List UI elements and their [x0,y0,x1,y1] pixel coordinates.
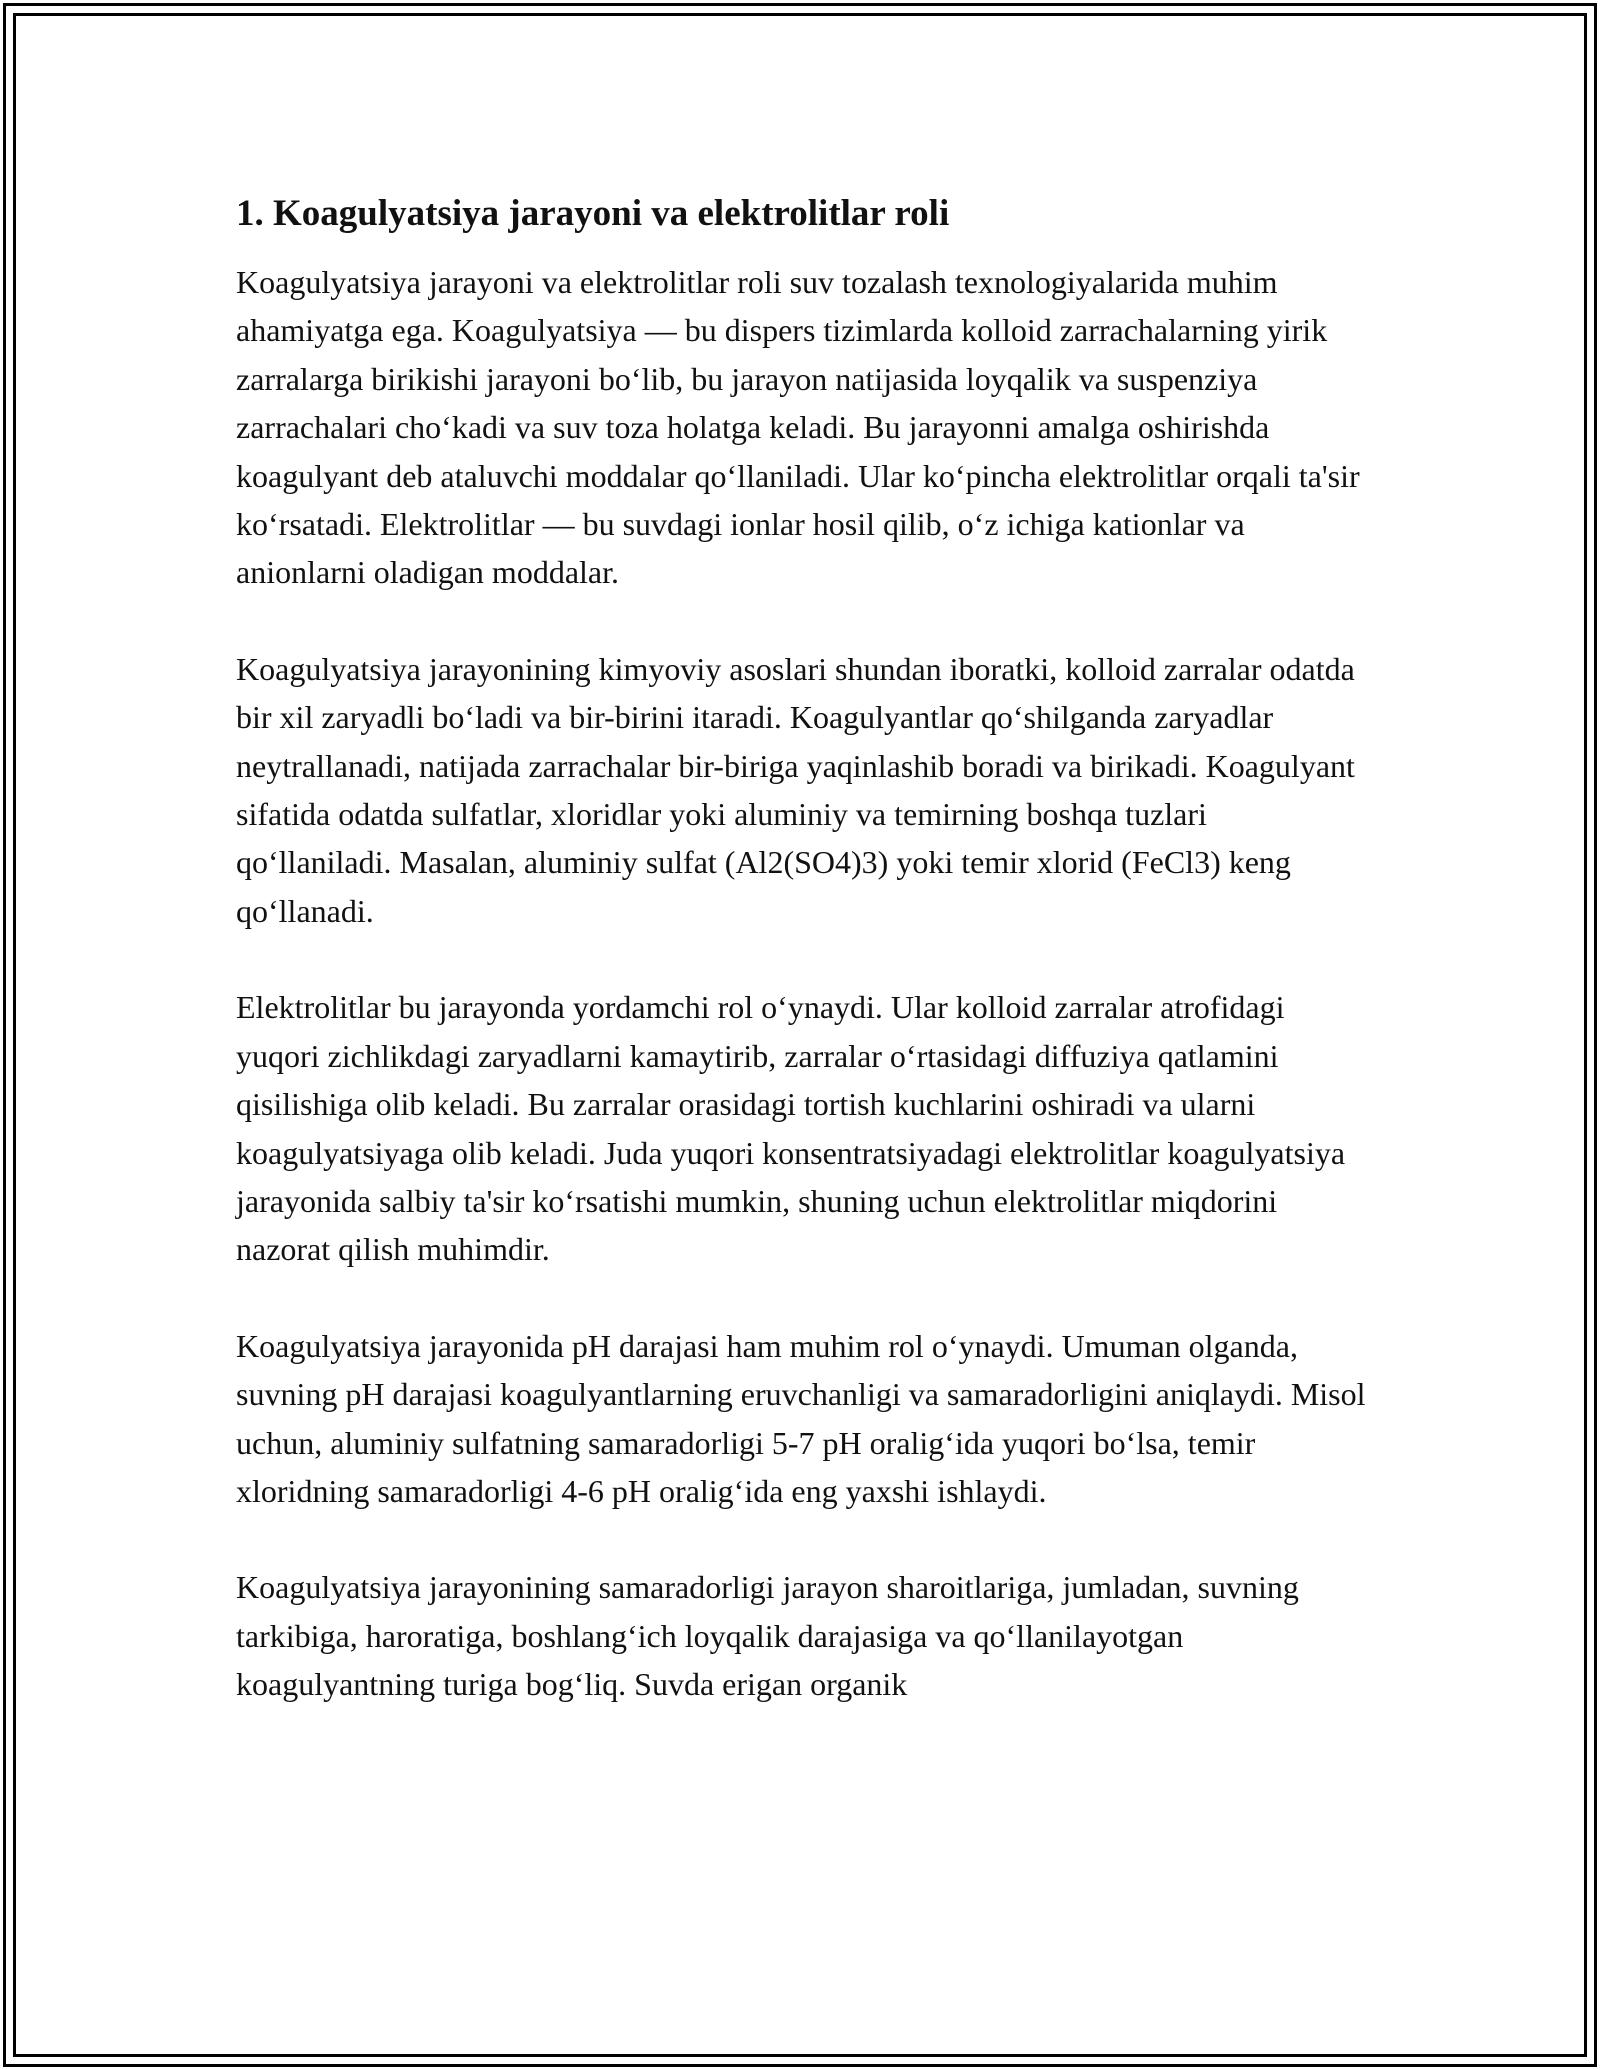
paragraph: Koagulyatsiya jarayonida pH darajasi ham muhim rol o‘ynaydi. Umuman olganda, suvning pH darajasi koagulyantlarning eruvchanligi va samaradorligini aniqlaydi. Misol uchun, aluminiy sulfatning samaradorligi 5-7 pH oralig‘ida yuqori bo‘lsa, temir xloridning samaradorligi 4-6 pH oralig‘ida eng yaxshi ishlaydi. [236,1327,1366,1509]
section-heading: 1. Koagulyatsiya jarayoni va elektrolitlar roli [236,193,950,234]
paragraph: Elektrolitlar bu jarayonda yordamchi rol o‘ynaydi. Ular kolloid zarralar atrofidagi yuqori zichlikdagi zaryadlarni kamaytirib, zarralar o‘rtasidagi diffuziya qatlamini qisilishiga olib keladi. Bu zarralar orasidagi tortish kuchlarini oshiradi va ularni koagulyatsiyaga olib keladi. Juda yuqori konsentratsiyadagi elektrolitlar koagulyatsiya jarayonida salbiy ta'sir ko‘rsatishi mumkin, shuning uchun elektrolitlar miqdorini nazorat qilish muhimdir. [236,989,1346,1268]
document-body [236,190,1366,1757]
paragraph: Koagulyatsiya jarayonining kimyoviy asoslari shundan iboratki, kolloid zarralar odatda bir xil zaryadli bo‘ladi va bir-birini itaradi. Koagulyantlar qo‘shilganda zaryadlar neytrallanadi, natijada zarrachalar bir-biriga yaqinlashib boradi va birikadi. Koagulyant sifatida odatda sulfatlar, xloridlar yoki aluminiy va temirning boshqa tuzlari qo‘llaniladi. Masalan, aluminiy sulfat (Al2(SO4)3) yoki temir xlorid (FeCl3) keng qo‘llanadi. [236,650,1355,929]
paragraph: Koagulyatsiya jarayonining samaradorligi jarayon sharoitlariga, jumladan, suvning tarkibiga, haroratiga, boshlang‘ich loyqalik darajasiga va qo‘llanilayotgan koagulyantning turiga bog‘liq. Suvda erigan organik [236,1569,1299,1703]
paragraph: Koagulyatsiya jarayoni va elektrolitlar roli suv tozalash texnologiyalarida muhim ahamiyatga ega. Koagulyatsiya — bu dispers tizimlarda kolloid zarrachalarning yirik zarralarga birikishi jarayoni bo‘lib, bu jarayon natijasida loyqalik va suspenziya zarrachalari cho‘kadi va suv toza holatga keladi. Bu jarayonni amalga oshirishda koagulyant deb ataluvchi moddalar qo‘llaniladi. Ular ko‘pincha elektrolitlar orqali ta'sir ko‘rsatadi. Elektrolitlar — bu suvdagi ionlar hosil qilib, o‘z ichiga kationlar va anionlarni oladigan moddalar. [236,264,1360,591]
